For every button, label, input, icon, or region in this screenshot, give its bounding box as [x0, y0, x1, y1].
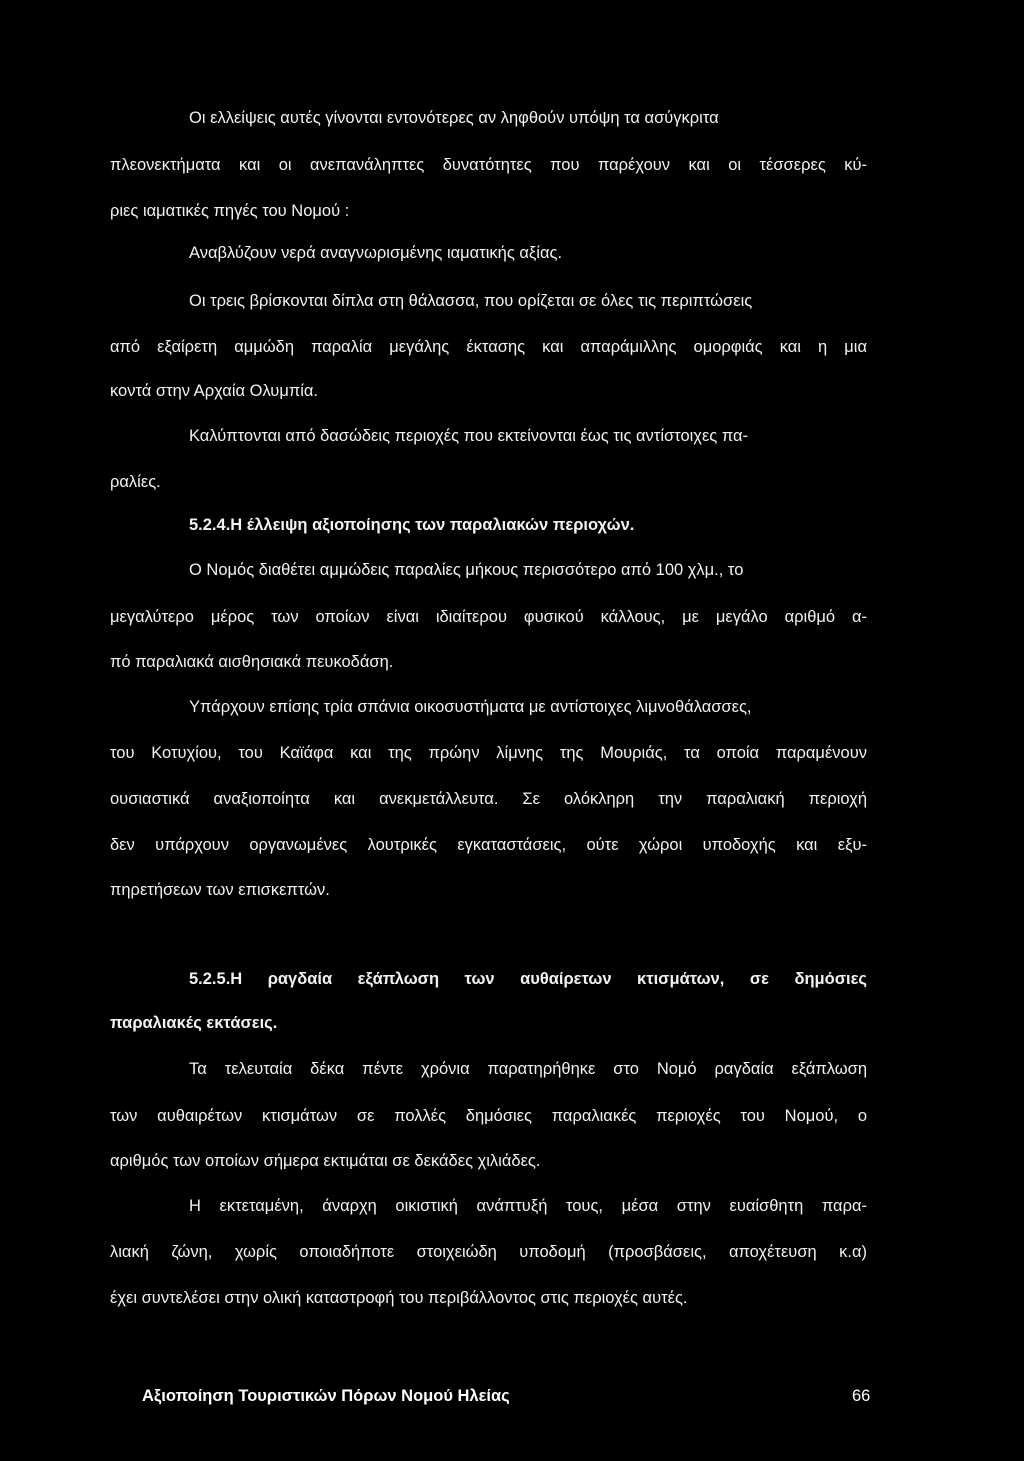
paragraph-line: κοντά στην Αρχαία Ολυμπία.: [110, 382, 319, 400]
paragraph-line: ριες ιαματικές πηγές του Νομού :: [110, 202, 350, 220]
paragraph-line: Οι τρεις βρίσκονται δίπλα στη θάλασσα, που ορίζεται σε όλες τις περιπτώσεις: [189, 292, 753, 310]
paragraph-line: Αναβλύζουν νερά αναγνωρισμένης ιαματικής αξίας.: [189, 244, 563, 262]
paragraph-line: λιακή ζώνη, χωρίς οποιαδήποτε στοιχειώδη υποδομή (προσβάσεις, αποχέτευση κ.α): [110, 1243, 867, 1261]
paragraph-line: Οι ελλείψεις αυτές γίνονται εντονότερες αν ληφθούν υπόψη τα ασύγκριτα: [189, 109, 719, 127]
paragraph-line: αριθμός των οποίων σήμερα εκτιμάται σε δεκάδες χιλιάδες.: [110, 1152, 541, 1170]
paragraph-line: Υπάρχουν επίσης τρία σπάνια οικοσυστήματα με αντίστοιχες λιμνοθάλασσες,: [189, 698, 752, 716]
footer-title: Αξιοποίηση Τουριστικών Πόρων Νομού Ηλείας: [142, 1387, 510, 1405]
paragraph-line: Τα τελευταία δέκα πέντε χρόνια παρατηρήθηκε στο Νομό ραγδαία εξάπλωση: [189, 1060, 867, 1078]
paragraph-line: Η εκτεταμένη, άναρχη οικιστική ανάπτυξή τους, μέσα στην ευαίσθητη παρα-: [189, 1197, 867, 1215]
page-number: 66: [852, 1387, 871, 1405]
paragraph-line: από εξαίρετη αμμώδη παραλία μεγάλης έκτασης και απαράμιλλης ομορφιάς και η μια: [110, 338, 867, 356]
section-heading-5-2-5: 5.2.5.Η ραγδαία εξάπλωση των αυθαίρετων κτισμάτων, σε δημόσιες: [189, 970, 867, 988]
paragraph-line: πλεονεκτήματα και οι ανεπανάληπτες δυνατότητες που παρέχουν και οι τέσσερες κύ-: [110, 156, 867, 174]
paragraph-line: Ο Νομός διαθέτει αμμώδεις παραλίες μήκους περισσότερο από 100 χλμ., το: [189, 561, 744, 579]
paragraph-line: των αυθαιρέτων κτισμάτων σε πολλές δημόσιες παραλιακές περιοχές του Νομού, ο: [110, 1107, 867, 1125]
paragraph-line: του Κοτυχίου, του Καϊάφα και της πρώην λίμνης της Μουριάς, τα οποία παραμένουν: [110, 744, 867, 762]
paragraph-line: Καλύπτονται από δασώδεις περιοχές που εκτείνονται έως τις αντίστοιχες πα-: [189, 427, 749, 445]
paragraph-line: μεγαλύτερο μέρος των οποίων είναι ιδιαίτερου φυσικού κάλλους, με μεγάλο αριθμό α-: [110, 608, 867, 626]
paragraph-line: έχει συντελέσει στην ολική καταστροφή του περιβάλλοντος στις περιοχές αυτές.: [110, 1289, 688, 1307]
paragraph-line: δεν υπάρχουν οργανωμένες λουτρικές εγκαταστάσεις, ούτε χώροι υποδοχής και εξυ-: [110, 836, 867, 854]
section-heading-5-2-5-cont: παραλιακές εκτάσεις.: [110, 1014, 278, 1032]
paragraph-line: ραλίες.: [110, 473, 161, 491]
paragraph-line: πό παραλιακά αισθησιακά πευκοδάση.: [110, 653, 394, 671]
paragraph-line: πηρετήσεων των επισκεπτών.: [110, 881, 330, 899]
paragraph-line: ουσιαστικά αναξιοποίητα και ανεκμετάλλευτα. Σε ολόκληρη την παραλιακή περιοχή: [110, 790, 867, 808]
section-heading-5-2-4: 5.2.4.Η έλλειψη αξιοποίησης των παραλιακών περιοχών.: [189, 516, 635, 534]
